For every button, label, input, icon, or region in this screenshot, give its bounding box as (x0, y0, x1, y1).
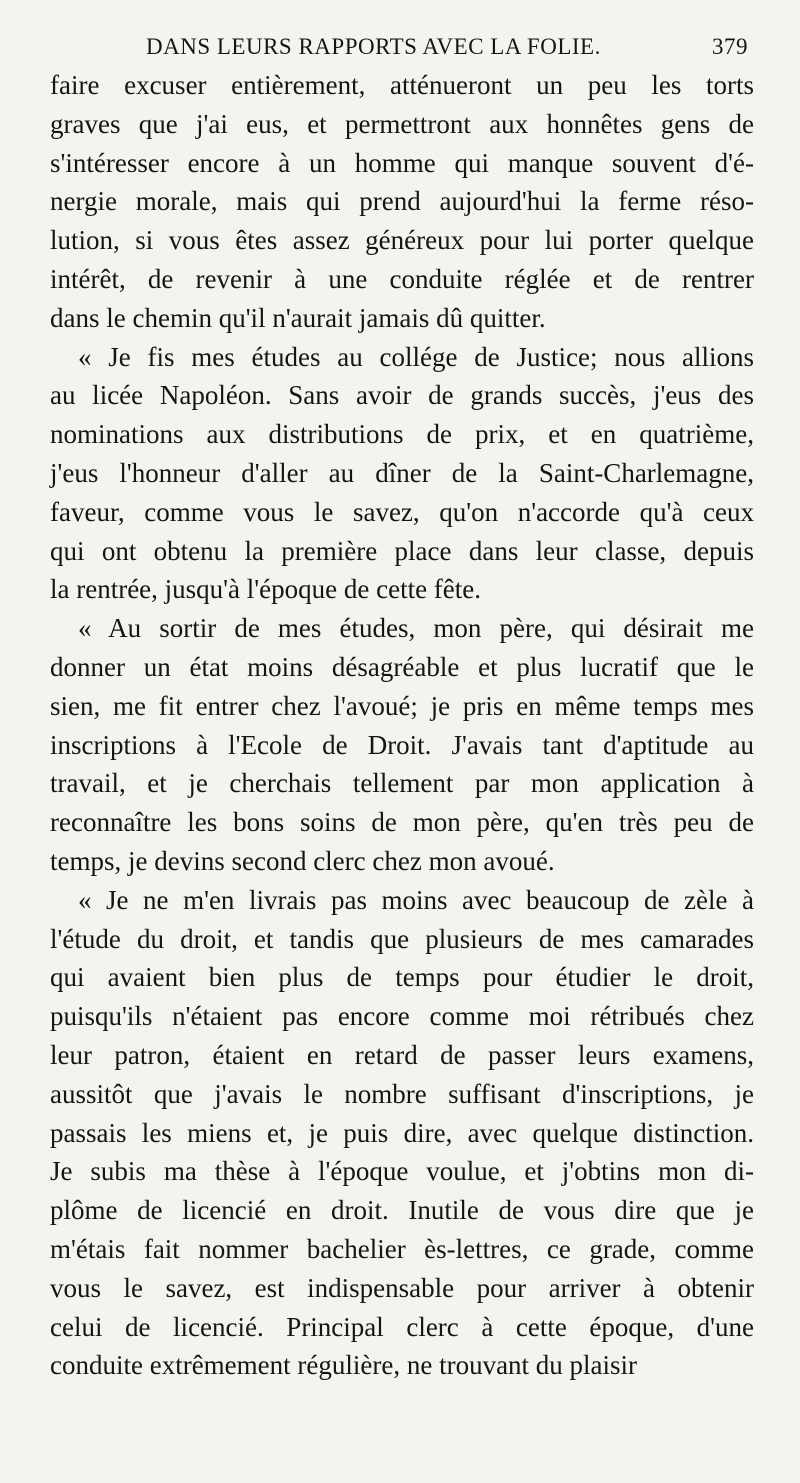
paragraph (50, 338, 754, 610)
text-line: faire excuser entièrement, atténueront un peu les torts (50, 70, 754, 100)
text-line: plôme de licencié en droit. Inutile de vous dire que je (50, 1195, 754, 1226)
text-line: conduite extrêmement régulière, ne trouvant du plaisir (50, 1350, 638, 1381)
text-line: nergie morale, mais qui prend aujourd'hui la ferme réso- (50, 186, 754, 217)
running-title: DANS LEURS RAPPORTS AVEC LA FOLIE. (146, 34, 601, 59)
body-text (50, 66, 754, 1385)
text-line: reconnaître les bons soins de mon père, qu'en très peu de (50, 807, 754, 838)
text-line: s'intéresser encore à un homme qui manque souvent d'é- (50, 147, 754, 178)
paragraph (50, 66, 754, 338)
text-line: faveur, comme vous le savez, qu'on n'accorde qu'à ceux (50, 496, 754, 527)
text-line: Je subis ma thèse à l'époque voulue, et j'obtins mon di- (50, 1156, 754, 1187)
text-line: puisqu'ils n'étaient pas encore comme moi rétribués chez (50, 1001, 754, 1032)
text-line: nominations aux distributions de prix, et en quatrième, (50, 419, 754, 450)
text-line: l'étude du droit, et tandis que plusieurs de mes camarades (50, 923, 754, 954)
text-line: graves que j'ai eus, et permettront aux honnêtes gens de (50, 108, 754, 139)
text-line: travail, et je cherchais tellement par mon application à (50, 768, 754, 799)
text-line: « Je ne m'en livrais pas moins avec beaucoup de zèle à (78, 884, 754, 915)
text-line: « Je fis mes études au collége de Justice; nous allions (78, 341, 754, 372)
text-line: vous le savez, est indispensable pour arriver à obtenir (50, 1272, 754, 1303)
text-line: j'eus l'honneur d'aller au dîner de la Saint-Charlemagne, (50, 457, 754, 488)
text-line: m'étais fait nommer bachelier ès-lettres, ce grade, comme (50, 1233, 754, 1264)
text-line: inscriptions à l'Ecole de Droit. J'avais tant d'aptitude au (50, 729, 754, 760)
text-line: qui avaient bien plus de temps pour étudier le droit, (50, 962, 754, 993)
text-line: qui ont obtenu la première place dans leur classe, depuis (50, 535, 754, 566)
page-number: 379 (712, 34, 748, 59)
text-line: « Au sortir de mes études, mon père, qui désirait me (78, 613, 754, 644)
paragraph (50, 881, 754, 1385)
paragraph (50, 609, 754, 881)
text-line: donner un état moins désagréable et plus lucratif que le (50, 651, 754, 682)
text-line: celui de licencié. Principal clerc à cette époque, d'une (50, 1311, 754, 1342)
text-line: sien, me fit entrer chez l'avoué; je pris en même temps mes (50, 690, 754, 721)
text-line: passais les miens et, je puis dire, avec quelque distinction. (50, 1117, 754, 1148)
text-line: dans le chemin qu'il n'aurait jamais dû quitter. (50, 302, 546, 333)
text-line: lution, si vous êtes assez généreux pour lui porter quelque (50, 225, 754, 256)
text-line: intérêt, de revenir à une conduite réglée et de rentrer (50, 263, 754, 294)
text-line: au licée Napoléon. Sans avoir de grands succès, j'eus des (50, 380, 754, 411)
text-line: aussitôt que j'avais le nombre suffisant d'inscriptions, je (50, 1078, 754, 1109)
text-line: leur patron, étaient en retard de passer leurs examens, (50, 1039, 754, 1070)
text-line: la rentrée, jusqu'à l'époque de cette fête. (50, 574, 482, 605)
text-line: temps, je devins second clerc chez mon avoué. (50, 845, 555, 876)
running-header (146, 34, 748, 60)
